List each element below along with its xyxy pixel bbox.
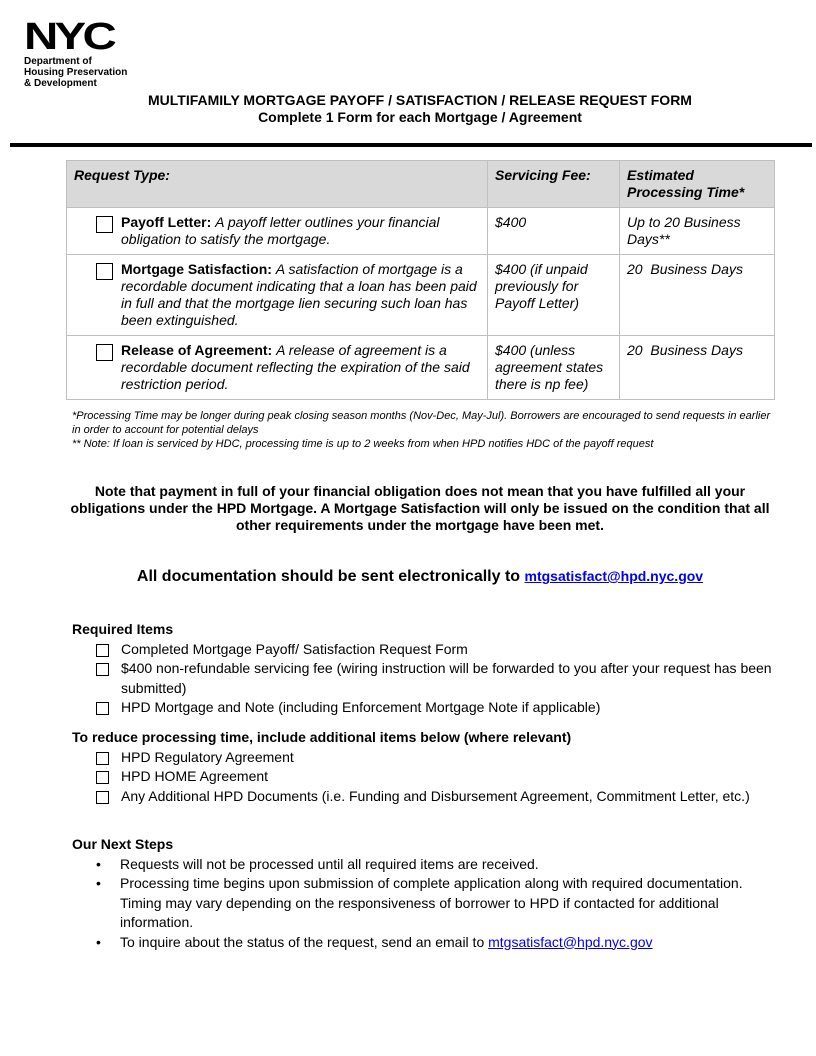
time: 20 Business Days [620,336,775,400]
table-row [67,336,775,400]
bullet-icon: • [96,875,101,891]
release-of-agreement-checkbox[interactable] [96,344,113,361]
list-item [72,767,782,787]
form-title [0,92,816,126]
mortgage-satisfaction-checkbox[interactable] [96,263,113,280]
email-link[interactable]: mtgsatisfact@hpd.nyc.gov [524,568,704,584]
list-item [72,659,782,698]
fee: $400 (if unpaid previously for Payoff Letter) [488,255,620,336]
obligation-notice: Note that payment in full of your financial obligation does not mean that you have fulfilled all your obligations under the HPD Mortgage. A Mortgage Satisfaction will only be issued on the condition that all other requirements under the mortgage have been met. [70,483,770,533]
header-processing-time: Estimated Processing Time* [620,161,775,208]
logo-dept-line: Housing Preservation [24,67,128,78]
subtitle-line: Complete 1 Form for each Mortgage / Agreement [258,109,582,125]
item-text: HPD Mortgage and Note (including Enforcement Mortgage Note if applicable) [121,699,601,715]
logo-dept-line: & Development [24,78,97,89]
divider [10,143,812,147]
list-item [72,874,782,933]
footnotes [72,409,772,451]
section-heading: Our Next Steps [72,836,174,852]
logo-dept-line: Department of [24,56,92,67]
checkbox[interactable] [96,644,109,657]
section-heading: To reduce processing time, include additional items below (where relevant) [72,729,572,745]
item-text: Processing time begins upon submission of complete application along with required documentation. Timing may vary depending on the responsiveness of borrower to HPD if contacted for additional information. [120,875,743,930]
checkbox[interactable] [96,752,109,765]
checkbox[interactable] [96,791,109,804]
checkbox[interactable] [96,771,109,784]
item-text: Requests will not be processed until all required items are received. [120,855,539,872]
footnote: ** Note: If loan is serviced by HDC, processing time is up to 2 weeks from when HPD notifies HDC of the payoff request [72,438,654,450]
list-item [72,855,782,875]
additional-items-section [72,728,782,806]
email-link[interactable]: mtgsatisfact@hpd.nyc.gov [488,933,653,950]
item-text: Any Additional HPD Documents (i.e. Funding and Disbursement Agreement, Commitment Letter, etc.) [121,787,750,804]
request-name: Mortgage Satisfaction: [121,261,272,277]
next-steps-section [72,835,782,952]
checkbox[interactable] [96,702,109,715]
bullet-icon: • [96,855,101,872]
request-desc: A payoff letter outlines your financial obligation to satisfy the mortgage. [121,214,440,247]
docs-text: All documentation should be sent electronically to [136,568,525,585]
time: Up to 20 Business Days** [620,208,775,255]
request-name: Payoff Letter: [121,214,212,230]
logo-mark: NYC [24,16,114,58]
title-line: MULTIFAMILY MORTGAGE PAYOFF / SATISFACTION / RELEASE REQUEST FORM [148,92,692,108]
list-item [72,933,782,953]
item-text: $400 non-refundable servicing fee (wiring instruction will be forwarded to you after your request has been submitted) [121,660,772,696]
list-item [72,698,782,718]
checkbox[interactable] [96,663,109,676]
nyc-hpd-logo [24,16,128,89]
time: 20 Business Days [620,255,775,336]
bullet-icon: • [96,933,101,950]
header-servicing-fee: Servicing Fee: [488,161,620,208]
list-item [72,787,782,807]
request-desc: A satisfaction of mortgage is a recordable document indicating that a loan has been paid in full and that the mortgage lien securing such loan has been extinguished. [121,261,477,328]
request-type-table [66,160,775,400]
section-heading: Required Items [72,621,174,637]
fee: $400 (unless agreement states there is np fee) [488,336,620,400]
item-text: HPD Regulatory Agreement [121,748,294,765]
footnote: *Processing Time may be longer during peak closing season months (Nov-Dec, May-Jul). Borrowers are encouraged to send requests in earlier in order to account for potential delays [72,410,771,436]
item-text: To inquire about the status of the request, send an email to [120,933,489,950]
request-desc: A release of agreement is a recordable document reflecting the expiration of the said restriction period. [121,342,470,392]
required-items-section [72,620,782,718]
table-row [67,208,775,255]
list-item [72,640,782,660]
documentation-instruction [0,568,816,586]
fee: $400 [488,208,620,255]
payoff-letter-checkbox[interactable] [96,216,113,233]
request-name: Release of Agreement: [121,342,273,358]
header-request-type: Request Type: [67,161,488,208]
item-text: HPD HOME Agreement [121,768,269,784]
table-row [67,255,775,336]
list-item [72,748,782,768]
item-text: Completed Mortgage Payoff/ Satisfaction Request Form [121,640,468,657]
